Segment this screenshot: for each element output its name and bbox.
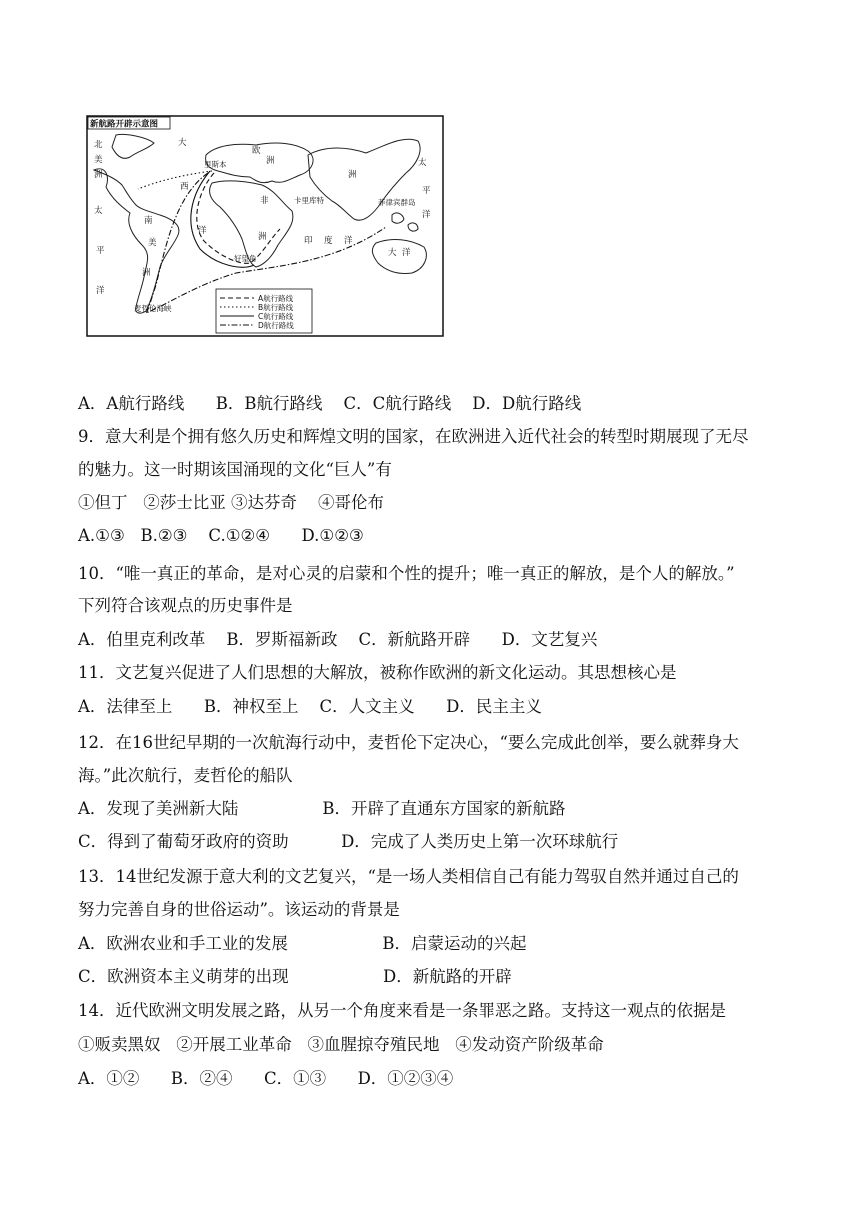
label-pacific-w-2: 平 [96,246,105,256]
label-pacific-e-3: 洋 [422,210,431,220]
label-pacific-w-1: 太 [94,206,103,216]
label-oceania-2: 洋 [402,248,411,258]
label-north-america-2: 美 [94,155,103,165]
q9-options: A.①③ B.②③ C.①②④ D.①②③ [78,526,364,545]
map-legend [216,289,312,333]
q12-options-1: A．发现了美洲新大陆 B．开辟了直通东方国家的新航路 [78,799,566,818]
q11-stem: 11．文艺复兴促进了人们思想的大解放，被称作欧洲的新文化运动。其思想核心是 [78,663,677,682]
q8-options: A．A航行路线 B．B航行路线 C．C航行路线 D．D航行路线 [78,394,582,413]
label-africa-2: 洲 [258,232,267,242]
label-indian-3: 洋 [344,236,353,246]
q13-options-1: A．欧洲农业和手工业的发展 B．启蒙运动的兴起 [78,934,527,953]
q14-options: A．①② B．②④ C．①③ D．①②③④ [78,1069,454,1088]
label-cape: 好望角 [234,254,257,263]
q12-stem-2: 海。”此次航行，麦哲伦的船队 [78,766,293,785]
legend-d-label: D航行路线 [258,321,294,330]
q14-stem: 14．近代欧洲文明发展之路，从另一个角度来看是一条罪恶之路。支持这一观点的依据是 [78,1001,726,1020]
label-atlantic-2: 西 [180,182,189,192]
q10-stem-1: 10．“唯一真正的革命，是对心灵的启蒙和个性的提升；唯一真正的解放，是个人的解放。” [78,564,735,583]
voyage-map-figure [86,115,444,337]
label-pacific-w-3: 洋 [96,286,105,296]
q14-items: ①贩卖黑奴 ②开展工业革命 ③血腥掠夺殖民地 ④发动资产阶级革命 [78,1035,604,1054]
q9-stem-2: 的魅力。这一时期该国涌现的文化“巨人”有 [78,460,392,479]
label-lisbon: 里斯本 [204,160,227,169]
q13-stem-2: 努力完善自身的世俗运动”。该运动的背景是 [78,900,400,919]
map-title: 新航路开辟示意图 [90,119,159,130]
label-south-america-2: 美 [148,238,157,248]
q10-stem-2: 下列符合该观点的历史事件是 [78,596,293,615]
q12-options-2: C．得到了葡萄牙政府的资助 D．完成了人类历史上第一次环球航行 [78,832,619,851]
label-north-america-1: 北 [94,140,103,150]
legend-a-label: A航行路线 [258,294,294,303]
label-europe-2: 洲 [266,156,275,166]
q13-stem-1: 13．14世纪发源于意大利的文艺复兴，“是一场人类相信自己有能力驾驭自然并通过自己的 [78,867,739,886]
q9-stem-1: 9．意大利是个拥有悠久历史和辉煌文明的国家，在欧洲进入近代社会的转型时期展现了无尽 [78,427,749,446]
label-africa-1: 非 [260,196,269,206]
label-europe-1: 欧 [252,146,261,156]
label-north-america-3: 洲 [94,170,103,180]
label-south-america-3: 洲 [142,268,151,278]
q10-options: A．伯里克利改革 B．罗斯福新政 C．新航路开辟 D．文艺复兴 [78,630,598,649]
label-calicut: 卡里库特 [294,196,324,205]
legend-b-label: B航行路线 [258,303,294,312]
legend-c-label: C航行路线 [258,312,294,321]
voyage-map [86,115,444,337]
q9-items: ①但丁 ②莎士比亚 ③达芬奇 ④哥伦布 [78,493,384,512]
label-south-america-1: 南 [144,216,153,226]
label-indian-2: 度 [324,236,333,246]
label-atlantic-1: 大 [178,138,187,148]
label-magellan: 麦哲伦海峡 [134,304,172,313]
label-philippines: 菲律宾群岛 [378,198,416,207]
label-pacific-e-1: 太 [418,158,427,168]
label-indian-1: 印 [304,236,313,246]
q11-options: A．法律至上 B．神权至上 C．人文主义 D．民主主义 [78,697,542,716]
label-oceania-1: 大 [388,248,397,258]
label-pacific-e-2: 平 [422,186,431,196]
q12-stem-1: 12．在16世纪早期的一次航海行动中，麦哲伦下定决心，“要么完成此创举，要么就葬身大 [78,733,739,752]
label-atlantic-3: 洋 [198,226,207,236]
label-asia: 洲 [348,170,357,180]
q13-options-2: C．欧洲资本主义萌芽的出现 D．新航路的开辟 [78,967,512,986]
